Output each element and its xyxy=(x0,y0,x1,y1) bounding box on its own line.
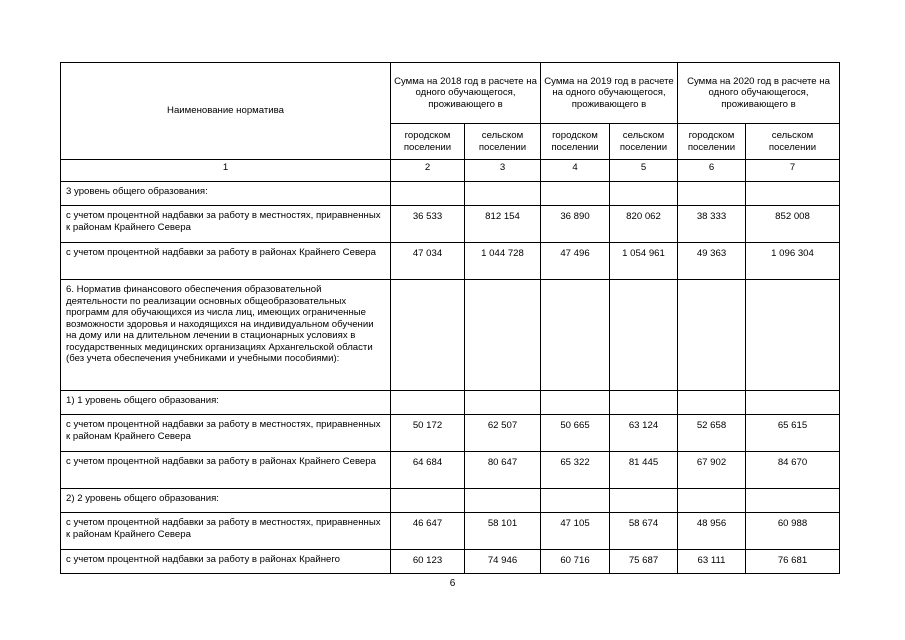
value-cell: 65 322 xyxy=(541,452,610,489)
header-year-2018: Сумма на 2018 год в расчете на одного обучающегося, проживающего в xyxy=(391,63,541,124)
value-cell: 67 902 xyxy=(678,452,746,489)
value-cell xyxy=(610,489,678,513)
row-label: 2) 2 уровень общего образования: xyxy=(61,489,391,513)
value-cell: 1 096 304 xyxy=(746,243,840,280)
value-cell xyxy=(678,489,746,513)
subheader-urban: городском поселении xyxy=(678,124,746,160)
value-cell: 852 008 xyxy=(746,206,840,243)
column-number: 5 xyxy=(610,160,678,182)
row-label: 6. Норматив финансового обеспечения образовательной деятельности по реализации основных общеобразовательных программ для обучающихся из числа лиц, имеющих ограниченные возможности здоровья и находящихся на индивидуальном обучении на дому или на длительном лечении в стационарных условиях в государственных медицинских организациях Архангельской области (без учета обеспечения учебниками и учебными пособиями): xyxy=(61,280,391,391)
row-label: с учетом процентной надбавки за работу в районах Крайнего Севера xyxy=(61,243,391,280)
value-cell xyxy=(541,182,610,206)
value-cell xyxy=(678,391,746,415)
row-label: с учетом процентной надбавки за работу в районах Крайнего xyxy=(61,550,391,574)
value-cell xyxy=(391,391,465,415)
value-cell: 60 716 xyxy=(541,550,610,574)
value-cell: 60 988 xyxy=(746,513,840,550)
value-cell: 47 496 xyxy=(541,243,610,280)
value-cell xyxy=(746,182,840,206)
header-name-column: Наименование норматива xyxy=(61,63,391,160)
column-number: 7 xyxy=(746,160,840,182)
row-label: с учетом процентной надбавки за работу в районах Крайнего Севера xyxy=(61,452,391,489)
value-cell: 81 445 xyxy=(610,452,678,489)
value-cell: 48 956 xyxy=(678,513,746,550)
value-cell: 58 674 xyxy=(610,513,678,550)
subheader-rural: сельском поселении xyxy=(465,124,541,160)
row-label: 3 уровень общего образования: xyxy=(61,182,391,206)
row-label: с учетом процентной надбавки за работу в местностях, приравненных к районам Крайнего Севера xyxy=(61,206,391,243)
column-number: 4 xyxy=(541,160,610,182)
value-cell xyxy=(746,489,840,513)
value-cell xyxy=(541,280,610,391)
value-cell: 49 363 xyxy=(678,243,746,280)
value-cell: 1 054 961 xyxy=(610,243,678,280)
value-cell: 36 533 xyxy=(391,206,465,243)
value-cell: 58 101 xyxy=(465,513,541,550)
value-cell: 820 062 xyxy=(610,206,678,243)
value-cell: 63 111 xyxy=(678,550,746,574)
value-cell xyxy=(465,489,541,513)
value-cell: 74 946 xyxy=(465,550,541,574)
table-row xyxy=(61,280,840,391)
value-cell xyxy=(391,489,465,513)
value-cell xyxy=(746,391,840,415)
value-cell: 50 172 xyxy=(391,415,465,452)
value-cell: 812 154 xyxy=(465,206,541,243)
header-year-2020: Сумма на 2020 год в расчете на одного обучающегося, проживающего в xyxy=(678,63,840,124)
value-cell xyxy=(391,182,465,206)
value-cell xyxy=(678,280,746,391)
value-cell xyxy=(610,391,678,415)
column-number: 3 xyxy=(465,160,541,182)
value-cell: 47 105 xyxy=(541,513,610,550)
row-label: с учетом процентной надбавки за работу в местностях, приравненных к районам Крайнего Севера xyxy=(61,513,391,550)
column-number: 6 xyxy=(678,160,746,182)
value-cell xyxy=(541,391,610,415)
value-cell xyxy=(465,391,541,415)
value-cell: 1 044 728 xyxy=(465,243,541,280)
value-cell: 52 658 xyxy=(678,415,746,452)
table-row xyxy=(61,489,840,513)
value-cell xyxy=(541,489,610,513)
row-label: с учетом процентной надбавки за работу в местностях, приравненных к районам Крайнего Севера xyxy=(61,415,391,452)
value-cell: 65 615 xyxy=(746,415,840,452)
value-cell: 75 687 xyxy=(610,550,678,574)
subheader-urban: городском поселении xyxy=(391,124,465,160)
table-row xyxy=(61,513,840,550)
value-cell: 47 034 xyxy=(391,243,465,280)
table-row xyxy=(61,452,840,489)
page-number: 6 xyxy=(449,578,456,589)
normative-table xyxy=(60,62,840,574)
value-cell: 63 124 xyxy=(610,415,678,452)
value-cell: 80 647 xyxy=(465,452,541,489)
value-cell xyxy=(465,280,541,391)
value-cell: 60 123 xyxy=(391,550,465,574)
value-cell: 46 647 xyxy=(391,513,465,550)
subheader-rural: сельском поселении xyxy=(610,124,678,160)
row-label: 1) 1 уровень общего образования: xyxy=(61,391,391,415)
value-cell: 84 670 xyxy=(746,452,840,489)
value-cell: 64 684 xyxy=(391,452,465,489)
table-row xyxy=(61,550,840,574)
table-row xyxy=(61,182,840,206)
value-cell xyxy=(610,182,678,206)
value-cell: 50 665 xyxy=(541,415,610,452)
value-cell xyxy=(678,182,746,206)
subheader-rural: сельском поселении xyxy=(746,124,840,160)
table-row xyxy=(61,415,840,452)
column-number: 2 xyxy=(391,160,465,182)
subheader-urban: городском поселении xyxy=(541,124,610,160)
value-cell xyxy=(391,280,465,391)
value-cell: 76 681 xyxy=(746,550,840,574)
value-cell xyxy=(465,182,541,206)
table-row xyxy=(61,206,840,243)
table-row xyxy=(61,243,840,280)
column-number-row xyxy=(61,160,840,182)
header-year-2019: Сумма на 2019 год в расчете на одного обучающегося, проживающего в xyxy=(541,63,678,124)
value-cell xyxy=(746,280,840,391)
value-cell: 38 333 xyxy=(678,206,746,243)
column-number: 1 xyxy=(61,160,391,182)
value-cell: 36 890 xyxy=(541,206,610,243)
value-cell: 62 507 xyxy=(465,415,541,452)
value-cell xyxy=(610,280,678,391)
table-row xyxy=(61,391,840,415)
